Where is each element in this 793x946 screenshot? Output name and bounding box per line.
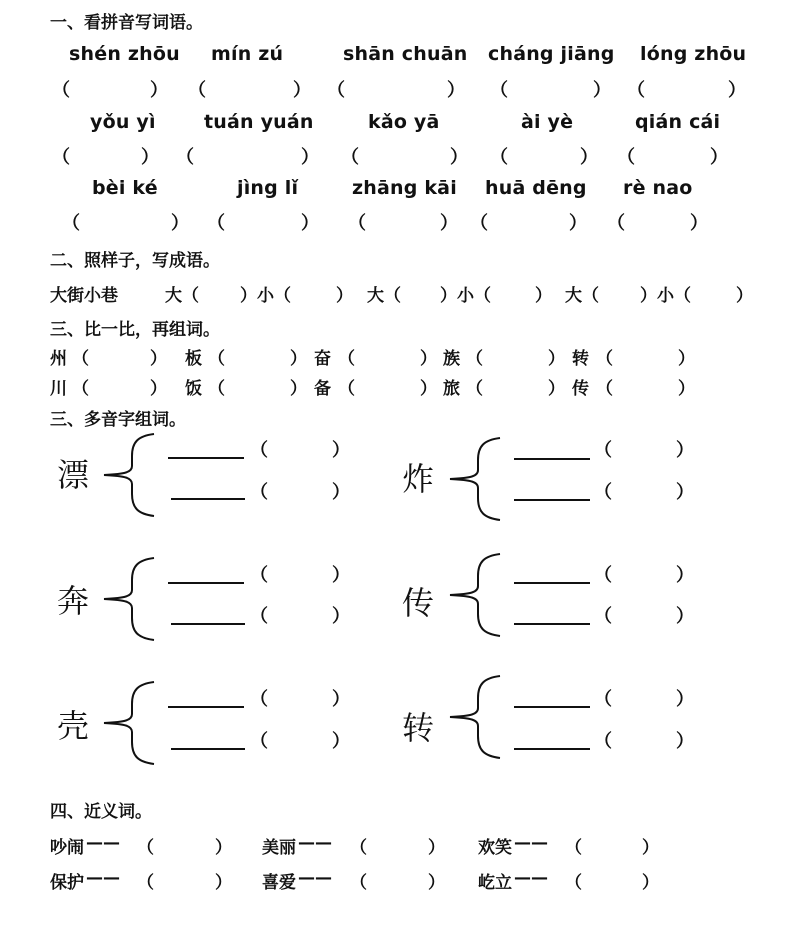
answer-line xyxy=(514,499,590,501)
answer-close-paren: ） xyxy=(678,349,695,369)
compare-char: 饭 xyxy=(185,379,202,399)
answer-close-paren: ） xyxy=(150,379,167,399)
compare-char: 旅 xyxy=(443,379,460,399)
answer-open-paren: （ xyxy=(250,565,268,586)
section-title-idiom: 二、照样子，写成语。 xyxy=(50,251,220,271)
compare-char: 传 xyxy=(572,379,589,399)
answer-close-paren: ） xyxy=(676,440,694,461)
answer-open-paren: （ xyxy=(250,482,268,503)
pinyin-word: jìng lǐ xyxy=(237,177,299,199)
synonym-dash: —— xyxy=(514,868,548,888)
answer-open-paren: （ xyxy=(208,349,225,369)
polyphone-char: 壳 xyxy=(57,707,90,745)
answer-open-paren: （ xyxy=(250,440,268,461)
pinyin-word: shén zhōu xyxy=(69,43,180,65)
answer-close-paren: ） xyxy=(332,606,350,627)
answer-open-paren: （ xyxy=(565,873,582,893)
synonym-dash: —— xyxy=(86,868,120,888)
pinyin-word: shān chuān xyxy=(343,43,468,65)
answer-line xyxy=(168,706,244,708)
pinyin-word: rè nao xyxy=(623,177,693,199)
compare-char: 转 xyxy=(572,349,589,369)
answer-open-paren: （ xyxy=(208,379,225,399)
answer-close-paren: ） xyxy=(676,606,694,627)
answer-open-paren: （ xyxy=(137,838,154,858)
brace-icon xyxy=(102,556,157,642)
answer-open-paren: （ xyxy=(341,147,359,168)
idiom-template-part: ）小（ xyxy=(640,286,691,306)
pinyin-word: tuán yuán xyxy=(204,111,314,133)
idiom-template-part: ）小（ xyxy=(240,286,291,306)
answer-line xyxy=(514,582,590,584)
answer-open-paren: （ xyxy=(617,147,635,168)
answer-close-paren: ） xyxy=(548,379,565,399)
polyphone-char: 传 xyxy=(402,584,435,622)
brace-icon xyxy=(448,436,503,522)
answer-open-paren: （ xyxy=(52,147,70,168)
answer-line xyxy=(171,623,245,625)
answer-open-paren: （ xyxy=(594,689,612,710)
pinyin-word: qián cái xyxy=(635,111,721,133)
polyphone-char: 奔 xyxy=(57,582,90,620)
answer-close-paren: ） xyxy=(420,349,437,369)
answer-close-paren: ） xyxy=(690,213,708,234)
synonym-word: 吵闹 xyxy=(50,838,84,858)
answer-close-paren: ） xyxy=(678,379,695,399)
brace-icon xyxy=(102,680,157,766)
answer-open-paren: （ xyxy=(176,147,194,168)
pinyin-word: ài yè xyxy=(521,111,574,133)
answer-close-paren: ） xyxy=(728,80,746,101)
answer-close-paren: ） xyxy=(290,379,307,399)
answer-open-paren: （ xyxy=(327,80,345,101)
answer-open-paren: （ xyxy=(594,731,612,752)
answer-line xyxy=(168,457,244,459)
synonym-word: 保护 xyxy=(50,873,84,893)
answer-open-paren: （ xyxy=(250,731,268,752)
synonym-dash: —— xyxy=(298,868,332,888)
synonym-dash: —— xyxy=(86,833,120,853)
answer-close-paren: ） xyxy=(301,213,319,234)
answer-open-paren: （ xyxy=(207,213,225,234)
answer-close-paren: ） xyxy=(332,440,350,461)
answer-line xyxy=(514,748,590,750)
idiom-template-part: 大（ xyxy=(367,286,401,306)
compare-char: 备 xyxy=(314,379,331,399)
answer-close-paren: ） xyxy=(332,731,350,752)
answer-line xyxy=(168,582,244,584)
polyphone-char: 漂 xyxy=(57,456,90,494)
idiom-template-part: ） xyxy=(736,286,753,306)
answer-open-paren: （ xyxy=(72,379,89,399)
answer-close-paren: ） xyxy=(676,689,694,710)
pinyin-word: lóng zhōu xyxy=(640,43,747,65)
answer-close-paren: ） xyxy=(676,482,694,503)
answer-open-paren: （ xyxy=(466,349,483,369)
idiom-template-part: ） xyxy=(336,286,353,306)
answer-open-paren: （ xyxy=(338,349,355,369)
answer-open-paren: （ xyxy=(594,440,612,461)
answer-close-paren: ） xyxy=(447,80,465,101)
answer-line xyxy=(171,748,245,750)
answer-close-paren: ） xyxy=(150,80,168,101)
answer-close-paren: ） xyxy=(428,873,445,893)
pinyin-word: cháng jiāng xyxy=(488,43,615,65)
section-title-pinyin: 一、看拼音写词语。 xyxy=(50,13,203,33)
brace-icon xyxy=(102,432,157,518)
answer-close-paren: ） xyxy=(141,147,159,168)
answer-open-paren: （ xyxy=(490,147,508,168)
answer-open-paren: （ xyxy=(607,213,625,234)
answer-close-paren: ） xyxy=(676,565,694,586)
pinyin-word: yǒu yì xyxy=(90,111,156,133)
answer-open-paren: （ xyxy=(594,482,612,503)
answer-open-paren: （ xyxy=(62,213,80,234)
answer-line xyxy=(514,706,590,708)
brace-icon xyxy=(448,674,503,760)
idiom-example: 大街小巷 xyxy=(50,286,118,306)
answer-close-paren: ） xyxy=(710,147,728,168)
pinyin-word: zhāng kāi xyxy=(352,177,457,199)
answer-line xyxy=(514,623,590,625)
idiom-template-part: ）小（ xyxy=(440,286,491,306)
section-title-synonym: 四、近义词。 xyxy=(50,802,152,822)
brace-icon xyxy=(448,552,503,638)
section-title-polyphone: 三、多音字组词。 xyxy=(50,410,186,430)
answer-close-paren: ） xyxy=(440,213,458,234)
answer-open-paren: （ xyxy=(250,606,268,627)
idiom-template-part: 大（ xyxy=(165,286,199,306)
answer-open-paren: （ xyxy=(350,838,367,858)
answer-close-paren: ） xyxy=(642,838,659,858)
answer-open-paren: （ xyxy=(565,838,582,858)
answer-close-paren: ） xyxy=(332,689,350,710)
answer-close-paren: ） xyxy=(215,873,232,893)
answer-open-paren: （ xyxy=(52,80,70,101)
answer-line xyxy=(514,458,590,460)
answer-close-paren: ） xyxy=(676,731,694,752)
compare-char: 奋 xyxy=(314,349,331,369)
answer-close-paren: ） xyxy=(290,349,307,369)
synonym-dash: —— xyxy=(514,833,548,853)
polyphone-char: 炸 xyxy=(402,460,435,498)
answer-close-paren: ） xyxy=(171,213,189,234)
answer-open-paren: （ xyxy=(72,349,89,369)
answer-close-paren: ） xyxy=(593,80,611,101)
answer-open-paren: （ xyxy=(490,80,508,101)
answer-close-paren: ） xyxy=(420,379,437,399)
idiom-template-part: 大（ xyxy=(565,286,599,306)
answer-close-paren: ） xyxy=(548,349,565,369)
answer-open-paren: （ xyxy=(338,379,355,399)
answer-close-paren: ） xyxy=(450,147,468,168)
pinyin-word: kǎo yā xyxy=(368,111,440,133)
answer-close-paren: ） xyxy=(580,147,598,168)
answer-open-paren: （ xyxy=(137,873,154,893)
answer-close-paren: ） xyxy=(428,838,445,858)
answer-close-paren: ） xyxy=(642,873,659,893)
answer-open-paren: （ xyxy=(470,213,488,234)
synonym-word: 欢笑 xyxy=(478,838,512,858)
answer-close-paren: ） xyxy=(215,838,232,858)
answer-open-paren: （ xyxy=(596,349,613,369)
answer-open-paren: （ xyxy=(594,565,612,586)
compare-char: 州 xyxy=(50,349,67,369)
section-title-compare: 三、比一比，再组词。 xyxy=(50,320,220,340)
synonym-word: 喜爱 xyxy=(262,873,296,893)
pinyin-word: huā dēng xyxy=(485,177,587,199)
answer-open-paren: （ xyxy=(627,80,645,101)
answer-open-paren: （ xyxy=(466,379,483,399)
compare-char: 川 xyxy=(50,379,67,399)
answer-open-paren: （ xyxy=(188,80,206,101)
synonym-dash: —— xyxy=(298,833,332,853)
answer-line xyxy=(171,498,245,500)
answer-close-paren: ） xyxy=(332,565,350,586)
answer-close-paren: ） xyxy=(332,482,350,503)
idiom-template-part: ） xyxy=(535,286,552,306)
answer-open-paren: （ xyxy=(348,213,366,234)
answer-open-paren: （ xyxy=(350,873,367,893)
answer-open-paren: （ xyxy=(596,379,613,399)
answer-close-paren: ） xyxy=(569,213,587,234)
compare-char: 族 xyxy=(443,349,460,369)
pinyin-word: mín zú xyxy=(211,43,284,65)
compare-char: 板 xyxy=(185,349,202,369)
pinyin-word: bèi ké xyxy=(92,177,158,199)
answer-close-paren: ） xyxy=(301,147,319,168)
answer-close-paren: ） xyxy=(150,349,167,369)
answer-close-paren: ） xyxy=(293,80,311,101)
synonym-word: 美丽 xyxy=(262,838,296,858)
polyphone-char: 转 xyxy=(402,709,435,747)
answer-open-paren: （ xyxy=(594,606,612,627)
answer-open-paren: （ xyxy=(250,689,268,710)
synonym-word: 屹立 xyxy=(478,873,512,893)
